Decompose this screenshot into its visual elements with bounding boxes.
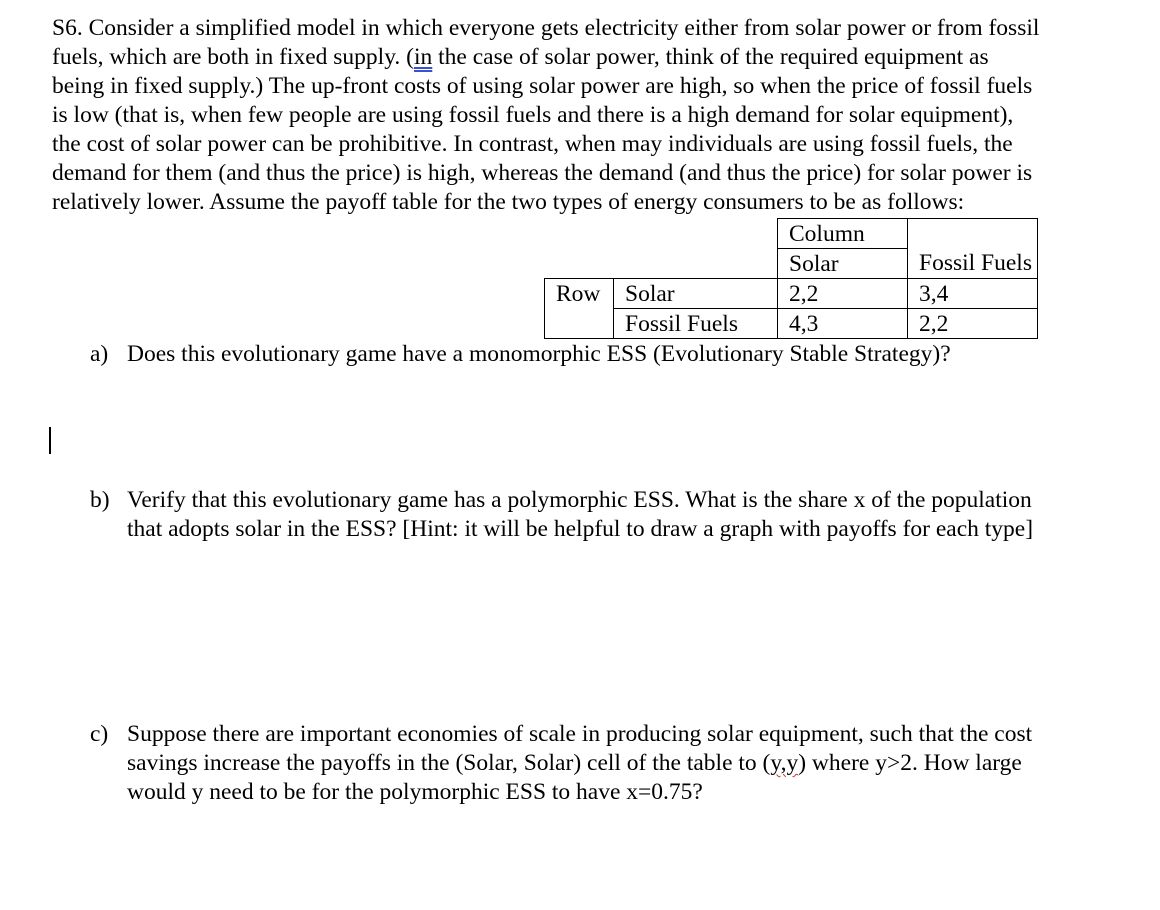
intro-line-4: is low (that is, when few people are using fossil fuels and there is a high demand for solar equipment),	[52, 102, 1014, 128]
question-c-line-2	[127, 749, 1137, 778]
spellcheck-underline-yy: y,y	[770, 750, 799, 776]
table-row-strategies	[545, 249, 1038, 279]
payoff-fossil-solar: 4,3	[778, 309, 908, 339]
payoff-solar-solar: 2,2	[778, 279, 908, 309]
payoff-table	[544, 218, 1038, 339]
empty-cell	[545, 219, 614, 249]
question-b-label: b)	[90, 487, 110, 513]
question-c-label: c)	[90, 721, 109, 747]
table-row-fossil	[545, 309, 1038, 339]
row-player-header: Row	[545, 279, 614, 309]
question-b-line-2: that adopts solar in the ESS? [Hint: it will be helpful to draw a graph with payoffs for each type]	[127, 516, 1034, 542]
intro-line-5: the cost of solar power can be prohibitive. In contrast, when may individuals are using fossil fuels, the	[52, 131, 1013, 157]
col-strategy-solar: Solar	[778, 249, 908, 279]
row-strategy-solar: Solar	[614, 279, 778, 309]
question-c-line-2-end: ) where y>2. How large	[798, 750, 1022, 776]
column-player-header: Column	[778, 219, 908, 249]
autocorrect-underline-in: in	[414, 44, 433, 70]
text-cursor	[49, 427, 51, 454]
question-b-line-1: Verify that this evolutionary game has a polymorphic ESS. What is the share x of the population	[127, 487, 1032, 513]
empty-cell	[908, 219, 1038, 249]
intro-line-2-start: fuels, which are both in fixed supply. (	[52, 44, 414, 70]
question-a-label: a)	[90, 341, 109, 367]
intro-line-1: S6. Consider a simplified model in which everyone gets electricity either from solar power or from fossil	[52, 15, 1040, 41]
question-c-line-1: Suppose there are important economies of scale in producing solar equipment, such that the cost	[127, 721, 1033, 747]
col-strategy-fossil: Fossil Fuels	[908, 249, 1038, 279]
intro-line-7: relatively lower. Assume the payoff table for the two types of energy consumers to be as follows:	[52, 189, 965, 215]
question-a-line-1: Does this evolutionary game have a monomorphic ESS (Evolutionary Stable Strategy)?	[127, 341, 951, 367]
question-a-text	[127, 340, 1137, 369]
intro-line-2-end: the case of solar power, think of the required equipment as	[432, 44, 989, 70]
intro-line-3: being in fixed supply.) The up-front costs of using solar power are high, so when the price of fossil fuels	[52, 73, 1033, 99]
payoff-fossil-fossil: 2,2	[908, 309, 1038, 339]
problem-statement	[52, 14, 1132, 217]
table-row-column-header	[545, 219, 1038, 249]
intro-line-6: demand for them (and thus the price) is high, whereas the demand (and thus the price) for solar power is	[52, 160, 1033, 186]
question-b-text	[127, 486, 1137, 544]
row-strategy-fossil: Fossil Fuels	[614, 309, 778, 339]
empty-cell	[614, 249, 778, 279]
empty-cell	[545, 249, 614, 279]
table-row-solar	[545, 279, 1038, 309]
question-c-text	[127, 720, 1137, 807]
question-c-line-2-start: savings increase the payoffs in the (Solar, Solar) cell of the table to (	[127, 750, 771, 776]
intro-line-2	[52, 43, 1132, 72]
empty-cell	[545, 309, 614, 339]
question-c-line-3: would y need to be for the polymorphic ESS to have x=0.75?	[127, 779, 703, 805]
empty-cell	[614, 219, 778, 249]
payoff-solar-fossil: 3,4	[908, 279, 1038, 309]
